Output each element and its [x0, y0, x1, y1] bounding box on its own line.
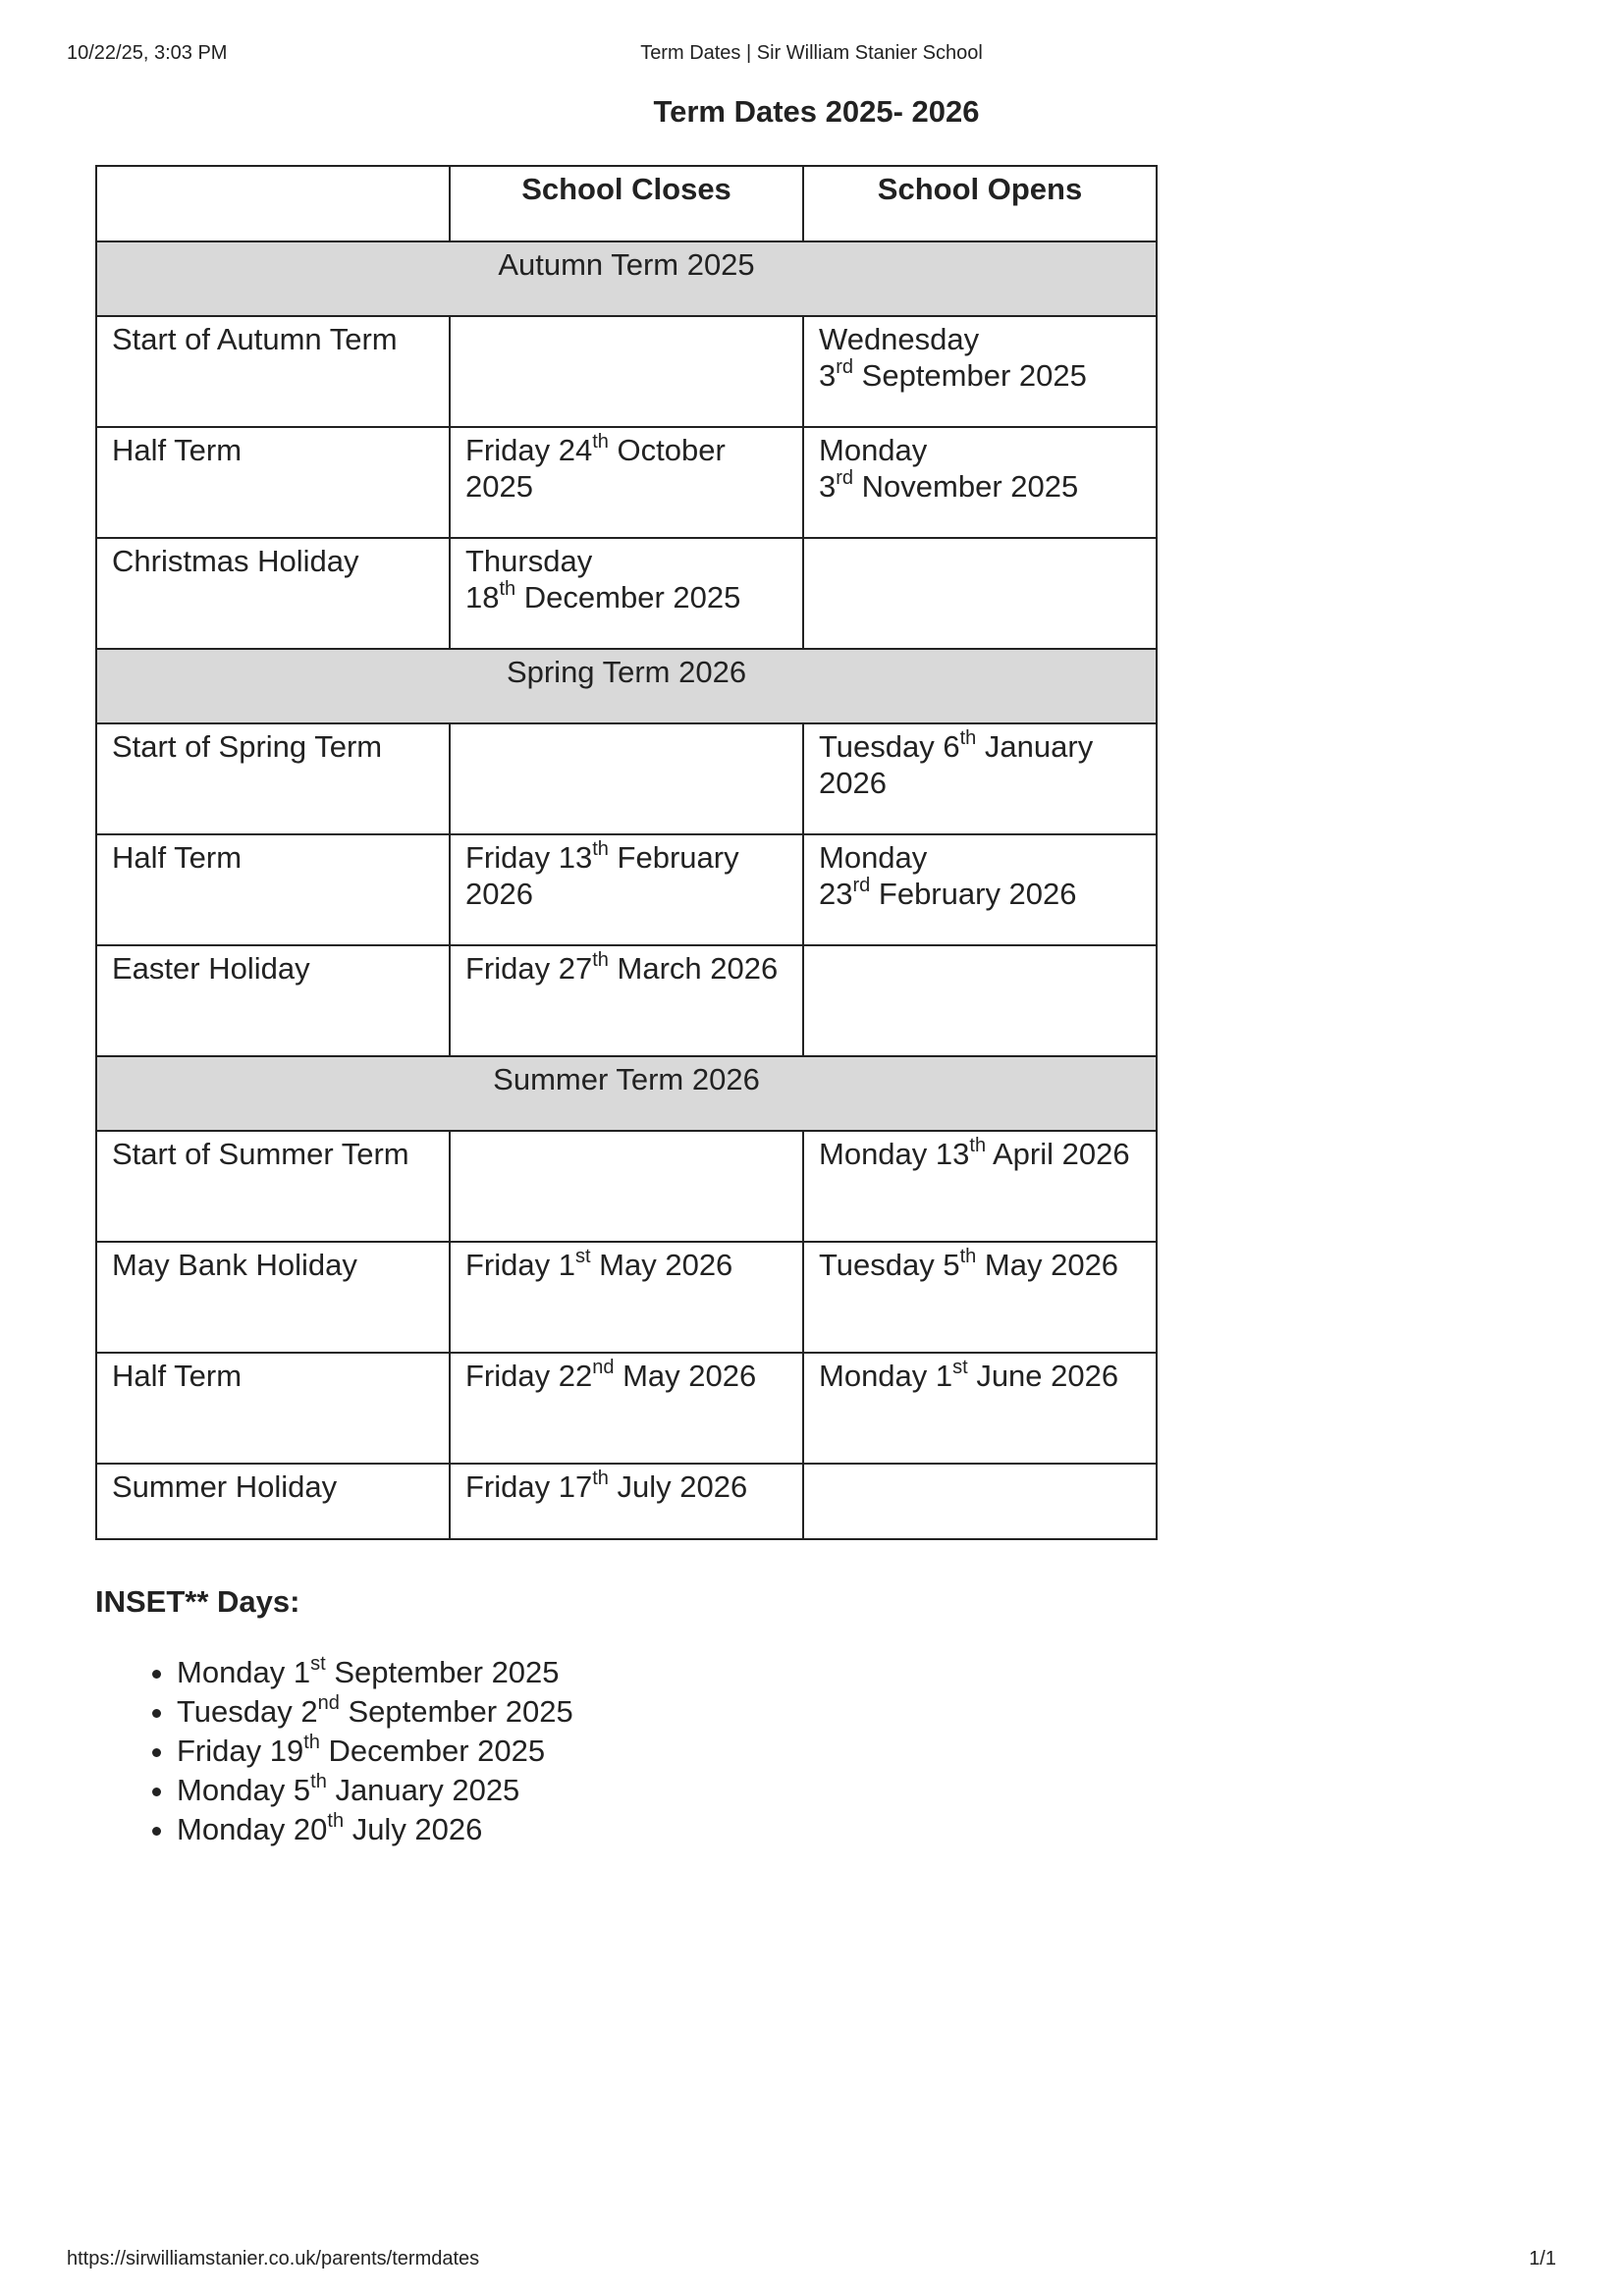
school-closes-cell: [450, 538, 803, 649]
inset-days-heading: INSET** Days:: [95, 1584, 300, 1619]
school-opens-cell: [803, 1353, 1157, 1464]
table-row: [96, 1353, 1157, 1464]
term-section-row: [96, 649, 1157, 723]
row-label: Start of Spring Term: [96, 723, 450, 834]
text-run: February 2026: [870, 877, 1077, 911]
text-run: November 2025: [853, 469, 1079, 504]
term-section-name: Autumn Term 2025: [96, 241, 1157, 316]
text-run: Monday 1: [819, 1359, 953, 1393]
inset-days-list: [134, 1653, 573, 1849]
school-opens-cell: [803, 316, 1157, 427]
school-opens-cell: [803, 834, 1157, 945]
text-run: 23: [819, 877, 853, 911]
row-label: Christmas Holiday: [96, 538, 450, 649]
school-opens-cell: [803, 538, 1157, 649]
table-row: [96, 427, 1157, 538]
table-row: [96, 723, 1157, 834]
text-run: Friday 27: [465, 951, 593, 986]
text-run: Friday 17: [465, 1469, 593, 1504]
text-run: May 2026: [614, 1359, 757, 1393]
text-run: June 2026: [967, 1359, 1119, 1393]
table-row: [96, 1131, 1157, 1242]
text-run: Friday 22: [465, 1359, 593, 1393]
row-label: Half Term: [96, 427, 450, 538]
ordinal-suffix: th: [959, 1245, 977, 1267]
text-run: Monday 5: [177, 1773, 311, 1807]
school-opens-cell: [803, 1242, 1157, 1353]
text-run: July 2026: [608, 1469, 748, 1504]
text-run: April 2026: [986, 1137, 1130, 1171]
text-run: February 2026: [465, 840, 739, 911]
text-run: Monday: [819, 433, 928, 467]
text-run: Friday 19: [177, 1734, 304, 1768]
table-row: [96, 834, 1157, 945]
text-run: Tuesday 2: [177, 1694, 318, 1729]
row-label: Half Term: [96, 1353, 450, 1464]
term-dates-table: [95, 165, 1158, 1540]
inset-day-item: [177, 1692, 573, 1732]
text-run: Friday 13: [465, 840, 593, 875]
school-closes-cell: [450, 1353, 803, 1464]
table-row: [96, 1464, 1157, 1539]
row-label: May Bank Holiday: [96, 1242, 450, 1353]
school-closes-cell: [450, 316, 803, 427]
school-opens-cell: [803, 427, 1157, 538]
school-closes-cell: [450, 1242, 803, 1353]
ordinal-suffix: th: [310, 1770, 327, 1792]
print-page-title: Term Dates | Sir William Stanier School: [640, 42, 983, 64]
text-run: September 2025: [325, 1655, 560, 1689]
term-section-name: Summer Term 2026: [96, 1056, 1157, 1131]
text-run: September 2025: [339, 1694, 573, 1729]
text-run: December 2025: [319, 1734, 546, 1768]
text-run: Monday 1: [177, 1655, 311, 1689]
table-row: [96, 1242, 1157, 1353]
school-opens-cell: [803, 1464, 1157, 1539]
column-header-school-opens: School Opens: [803, 166, 1157, 241]
ordinal-suffix: st: [310, 1652, 326, 1675]
text-run: Friday 24: [465, 433, 593, 467]
text-run: July 2026: [344, 1812, 483, 1846]
ordinal-suffix: nd: [592, 1356, 615, 1378]
print-page-number: 1/1: [1529, 2248, 1556, 2269]
school-closes-cell: [450, 1464, 803, 1539]
table-row: [96, 538, 1157, 649]
inset-day-item: [177, 1771, 573, 1810]
text-run: Thursday: [465, 544, 593, 578]
ordinal-suffix: th: [592, 948, 609, 971]
ordinal-suffix: th: [969, 1134, 987, 1156]
term-section-row: [96, 1056, 1157, 1131]
text-run: 3: [819, 469, 837, 504]
page-title: Term Dates 2025- 2026: [653, 94, 980, 129]
row-label: Start of Summer Term: [96, 1131, 450, 1242]
school-closes-cell: [450, 1131, 803, 1242]
table-row: [96, 945, 1157, 1056]
ordinal-suffix: th: [303, 1731, 320, 1753]
school-closes-cell: [450, 834, 803, 945]
inset-day-item: [177, 1732, 573, 1771]
ordinal-suffix: rd: [852, 874, 871, 896]
ordinal-suffix: th: [592, 1467, 609, 1489]
ordinal-suffix: rd: [836, 466, 854, 489]
column-header-school-closes: School Closes: [450, 166, 803, 241]
text-run: September 2025: [853, 358, 1087, 393]
text-run: 18: [465, 580, 500, 614]
table-row: [96, 316, 1157, 427]
ordinal-suffix: th: [499, 577, 516, 600]
school-opens-cell: [803, 945, 1157, 1056]
row-label: Start of Autumn Term: [96, 316, 450, 427]
print-datetime: 10/22/25, 3:03 PM: [67, 42, 228, 64]
text-run: May 2026: [976, 1248, 1119, 1282]
table-header-row: [96, 166, 1157, 241]
ordinal-suffix: th: [327, 1809, 345, 1832]
text-run: May 2026: [590, 1248, 733, 1282]
text-run: 3: [819, 358, 837, 393]
inset-day-item: [177, 1653, 573, 1692]
ordinal-suffix: st: [574, 1245, 591, 1267]
text-run: January 2025: [326, 1773, 520, 1807]
ordinal-suffix: st: [952, 1356, 968, 1378]
text-run: October 2025: [465, 433, 726, 504]
ordinal-suffix: th: [592, 837, 609, 860]
school-closes-cell: [450, 723, 803, 834]
term-section-name: Spring Term 2026: [96, 649, 1157, 723]
text-run: Tuesday 5: [819, 1248, 960, 1282]
school-opens-cell: [803, 723, 1157, 834]
ordinal-suffix: rd: [836, 355, 854, 378]
school-closes-cell: [450, 945, 803, 1056]
ordinal-suffix: th: [959, 726, 977, 749]
text-run: Tuesday 6: [819, 729, 960, 764]
text-run: Monday 13: [819, 1137, 970, 1171]
text-run: Monday: [819, 840, 928, 875]
print-url: https://sirwilliamstanier.co.uk/parents/termdates: [67, 2248, 480, 2269]
ordinal-suffix: th: [592, 430, 609, 453]
text-run: Friday 1: [465, 1248, 575, 1282]
school-closes-cell: [450, 427, 803, 538]
school-opens-cell: [803, 1131, 1157, 1242]
column-header-label: [96, 166, 450, 241]
text-run: December 2025: [515, 580, 741, 614]
term-section-row: [96, 241, 1157, 316]
text-run: Wednesday: [819, 322, 980, 356]
text-run: Monday 20: [177, 1812, 328, 1846]
row-label: Half Term: [96, 834, 450, 945]
row-label: Easter Holiday: [96, 945, 450, 1056]
row-label: Summer Holiday: [96, 1464, 450, 1539]
text-run: January 2026: [819, 729, 1094, 800]
ordinal-suffix: nd: [317, 1691, 340, 1714]
text-run: March 2026: [608, 951, 779, 986]
inset-day-item: [177, 1810, 573, 1849]
